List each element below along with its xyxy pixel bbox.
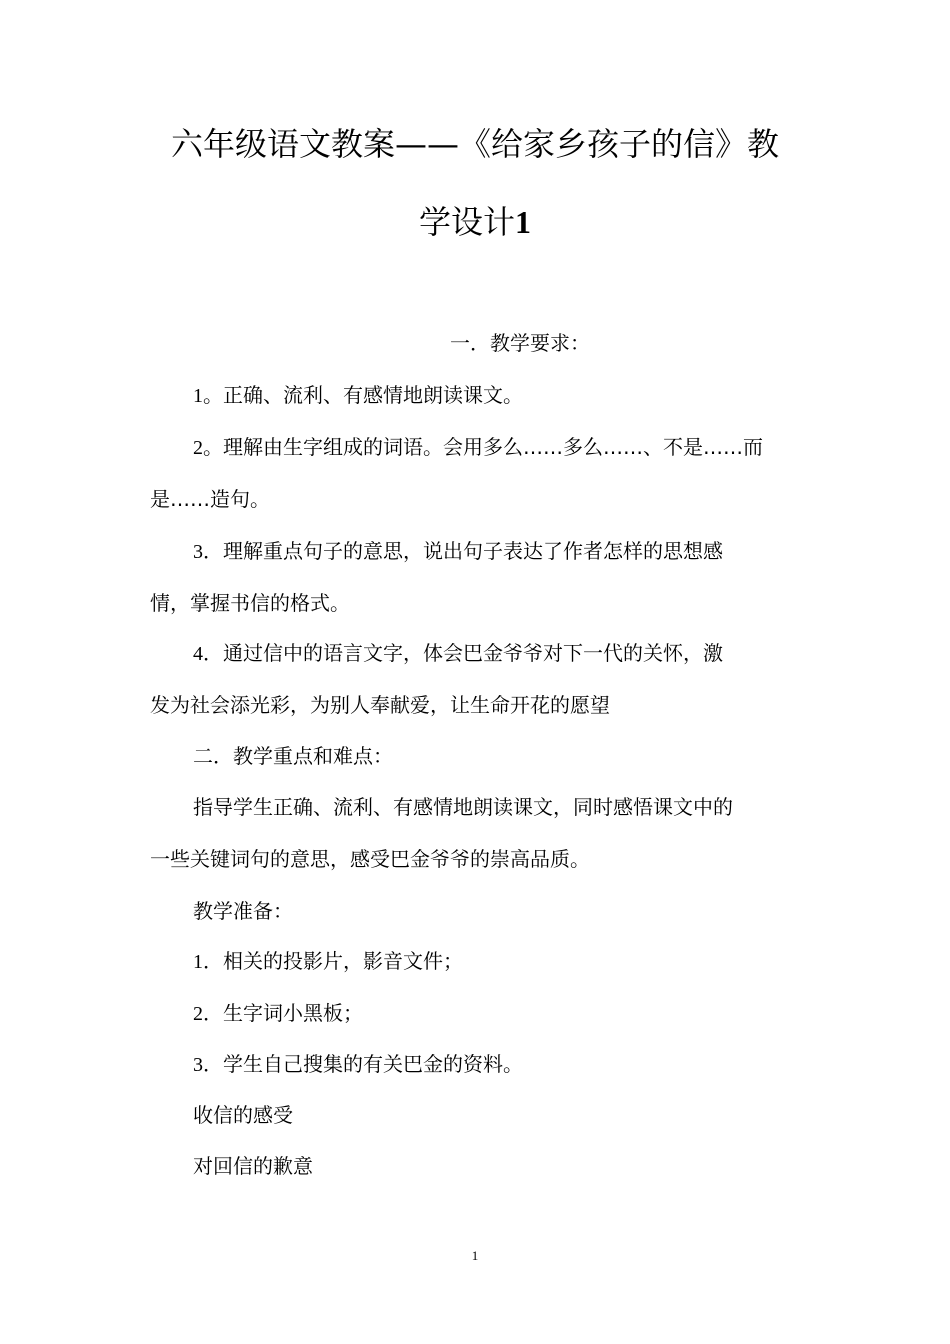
title-number: 1: [515, 204, 531, 240]
outline-item-2: 对回信的歉意: [193, 1154, 313, 1178]
requirement-2-line-2: 是……造句。: [150, 487, 270, 511]
document-title-line-1: 六年级语文教案——《给家乡孩子的信》教: [170, 125, 779, 163]
preparation-2: 2．生字词小黑板；: [193, 1001, 363, 1025]
requirement-4-line-2: 发为社会添光彩，为别人奉献爱，让生命开花的愿望: [150, 693, 610, 717]
outline-item-1: 收信的感受: [193, 1103, 293, 1127]
requirements-heading: 一．教学要求：: [450, 331, 590, 355]
requirement-3-line-2: 情，掌握书信的格式。: [150, 591, 350, 615]
preparation-heading: 教学准备：: [193, 899, 293, 923]
key-points-heading: 二．教学重点和难点：: [193, 744, 393, 768]
requirement-2-line-1: 2。理解由生字组成的词语。会用多么……多么……、不是……而: [193, 435, 763, 459]
document-title-line-2: 学设计1: [418, 203, 531, 241]
requirement-4-line-1: 4．通过信中的语言文字，体会巴金爷爷对下一代的关怀，激: [193, 641, 723, 665]
page-number: 1: [471, 1248, 479, 1263]
preparation-1: 1．相关的投影片，影音文件；: [193, 949, 463, 973]
requirement-3-line-1: 3．理解重点句子的意思，说出句子表达了作者怎样的思想感: [193, 539, 723, 563]
key-points-line-2: 一些关键词句的意思，感受巴金爷爷的崇高品质。: [150, 847, 590, 871]
key-points-line-1: 指导学生正确、流利、有感情地朗读课文，同时感悟课文中的: [193, 795, 733, 819]
preparation-3: 3．学生自己搜集的有关巴金的资料。: [193, 1052, 523, 1076]
requirement-1: 1。正确、流利、有感情地朗读课文。: [193, 383, 523, 407]
